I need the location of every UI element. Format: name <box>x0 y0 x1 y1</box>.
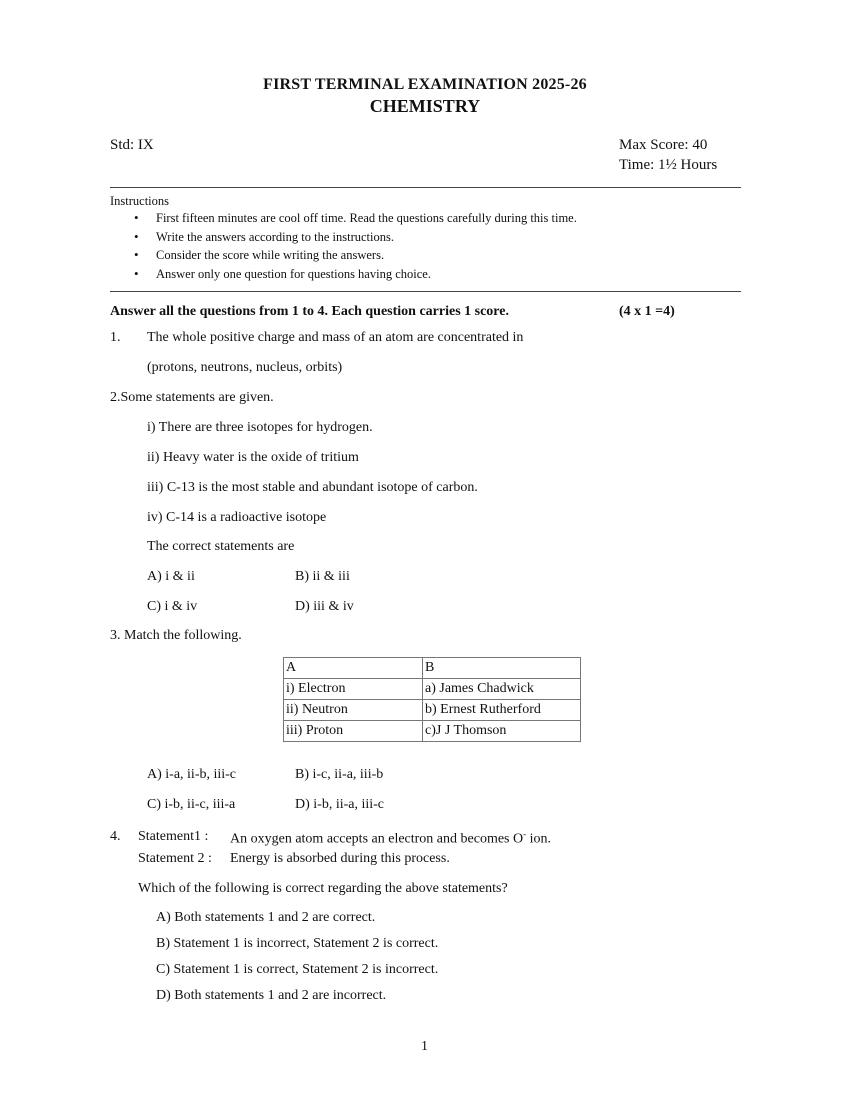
table-row <box>284 679 581 700</box>
q2-statement: iii) C-13 is the most stable and abundant isotope of carbon. <box>147 480 478 495</box>
q2-option-b: B) ii & iii <box>295 569 350 584</box>
q4-statement1-text: An oxygen atom accepts an electron and becomes O- ion. <box>230 829 552 847</box>
table-header-row <box>284 658 581 679</box>
q2-statement: i) There are three isotopes for hydrogen. <box>147 420 373 435</box>
q1-options: (protons, neutrons, nucleus, orbits) <box>147 360 343 375</box>
q4-option-b: B) Statement 1 is incorrect, Statement 2 is correct. <box>156 936 439 951</box>
q3-option-c: C) i-b, ii-c, iii-a <box>147 797 236 812</box>
q2-statement: iv) C-14 is a radioactive isotope <box>147 510 327 525</box>
q3-option-b: B) i-c, ii-a, iii-b <box>295 767 384 782</box>
instructions-heading: Instructions <box>110 194 170 208</box>
q4-statement2-text: Energy is absorbed during this process. <box>230 851 450 866</box>
q4-option-a: A) Both statements 1 and 2 are correct. <box>156 910 376 925</box>
table-cell: c)J J Thomson <box>423 721 581 742</box>
q4-option-c: C) Statement 1 is correct, Statement 2 is incorrect. <box>156 962 439 977</box>
divider-top <box>110 187 741 188</box>
instruction-item: • First fifteen minutes are cool off time. Read the questions carefully during this time. <box>110 211 577 230</box>
exam-title: FIRST TERMINAL EXAMINATION 2025-26 <box>263 76 587 93</box>
instruction-item: • Write the answers according to the instructions. <box>110 230 577 249</box>
instruction-item: • Consider the score while writing the answers. <box>110 248 577 267</box>
q2-statement: ii) Heavy water is the oxide of tritium <box>147 450 359 465</box>
q3-option-a: A) i-a, ii-b, iii-c <box>147 767 237 782</box>
table-cell: iii) Proton <box>284 721 423 742</box>
q2-option-d: D) iii & iv <box>295 599 354 614</box>
q2-option-c: C) i & iv <box>147 599 198 614</box>
instruction-item: • Answer only one question for questions having choice. <box>110 267 577 286</box>
table-cell: a) James Chadwick <box>423 679 581 700</box>
q4-statement1-label: Statement1 : <box>138 829 209 844</box>
table-header-a: A <box>284 658 423 679</box>
table-cell: i) Electron <box>284 679 423 700</box>
q4-number: 4. <box>110 829 121 844</box>
time-label: Time: 1½ Hours <box>619 157 718 173</box>
q4-option-d: D) Both statements 1 and 2 are incorrect. <box>156 988 387 1003</box>
q2-prompt: The correct statements are <box>147 539 295 554</box>
q1-text: The whole positive charge and mass of an atom are concentrated in <box>147 330 524 345</box>
instructions-list <box>110 211 577 285</box>
q2-text: 2.Some statements are given. <box>110 390 274 405</box>
section-heading: Answer all the questions from 1 to 4. Each question carries 1 score. <box>110 304 509 319</box>
table-row <box>284 700 581 721</box>
q4-prompt: Which of the following is correct regarding the above statements? <box>138 881 508 896</box>
q3-text: 3. Match the following. <box>110 628 242 643</box>
section-marks: (4 x 1 =4) <box>619 304 675 319</box>
q4-statement2-label: Statement 2 : <box>138 851 212 866</box>
table-row <box>284 721 581 742</box>
divider-bottom <box>110 291 741 292</box>
q1-number: 1. <box>110 330 121 345</box>
table-header-b: B <box>423 658 581 679</box>
table-cell: ii) Neutron <box>284 700 423 721</box>
table-cell: b) Ernest Rutherford <box>423 700 581 721</box>
max-score-label: Max Score: 40 <box>619 137 708 153</box>
subject-title: CHEMISTRY <box>369 96 481 116</box>
q3-option-d: D) i-b, ii-a, iii-c <box>295 797 385 812</box>
q2-option-a: A) i & ii <box>147 569 195 584</box>
match-table <box>283 657 581 742</box>
page-number: 1 <box>421 1039 428 1054</box>
standard-label: Std: IX <box>110 137 154 153</box>
